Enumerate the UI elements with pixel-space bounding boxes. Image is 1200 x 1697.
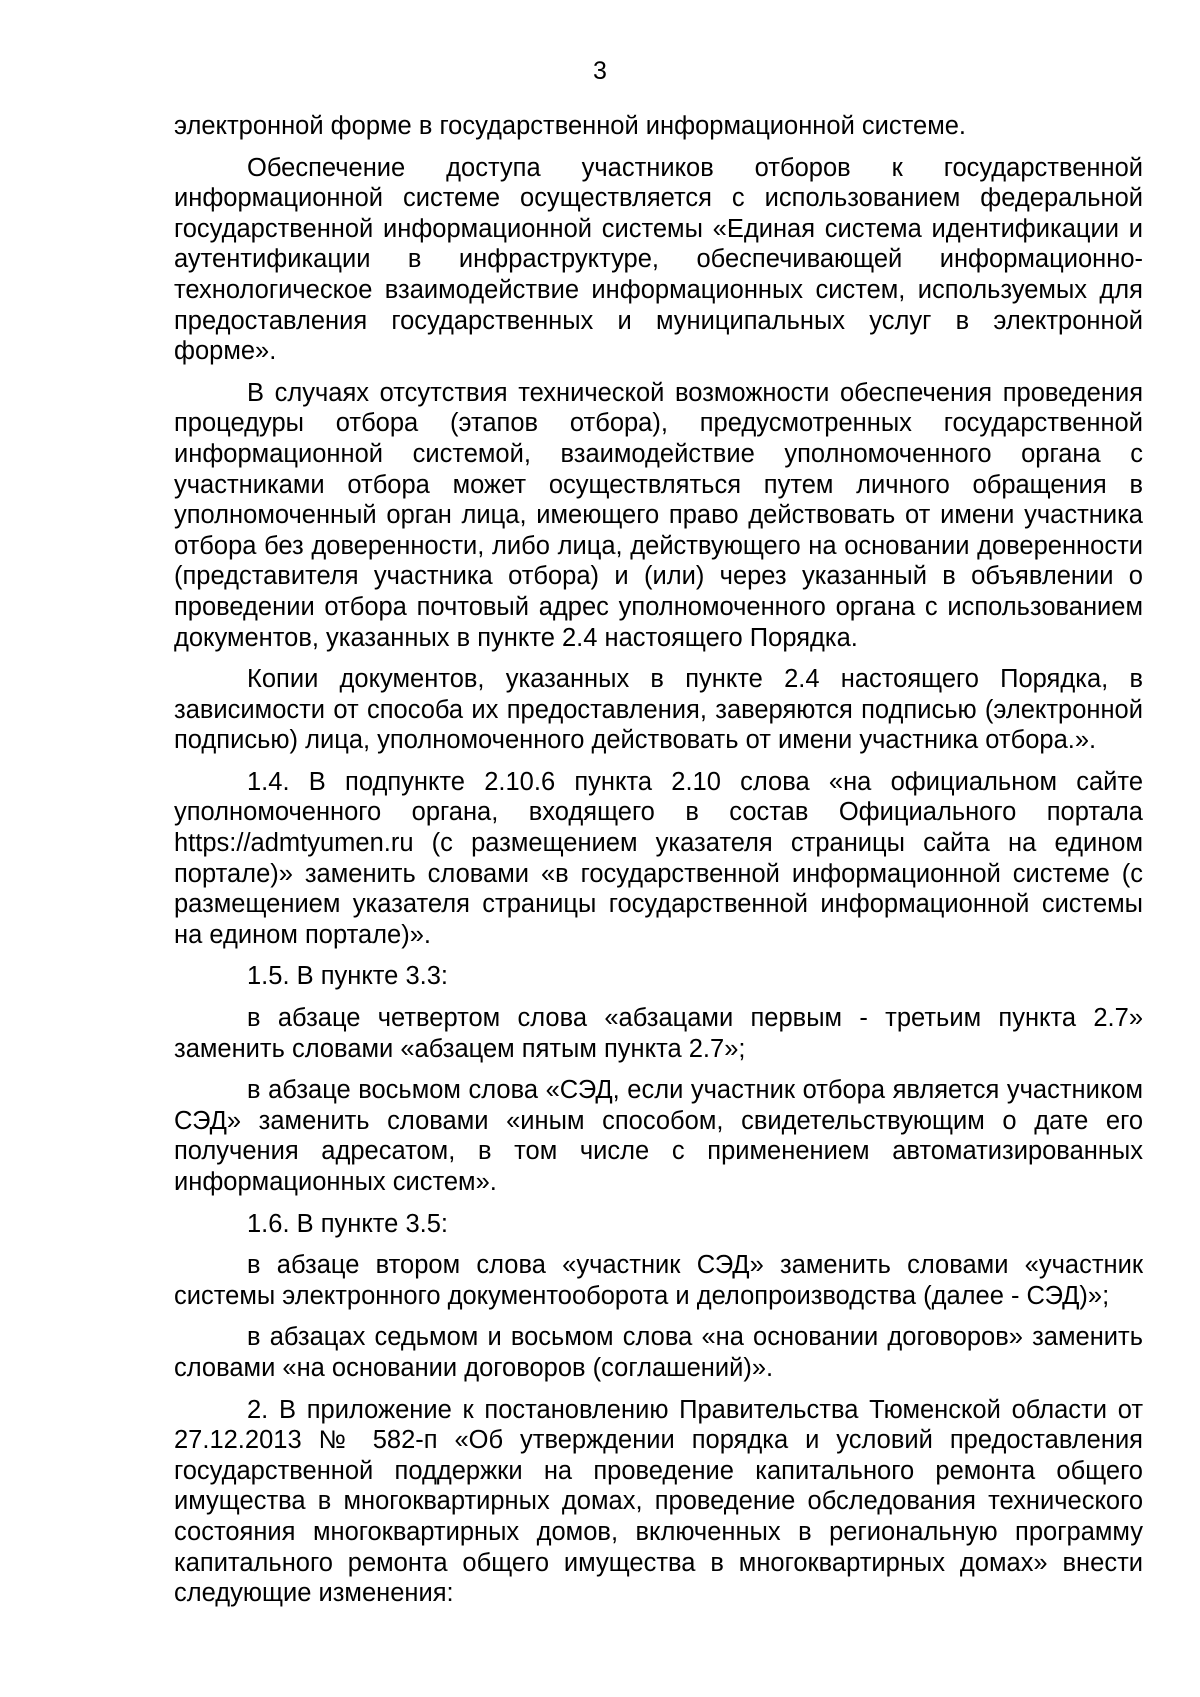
document-body [174,111,1143,1620]
paragraph-seventh-eighth-abzats: в абзацах седьмом и восьмом слова «на основании договоров» заменить словами «на основании договоров (соглашений)». [174,1323,1143,1382]
paragraph-fourth-abzats: в абзаце четвертом слова «абзацами первым - третьим пункта 2.7» заменить словами «абзацем пятым пункта 2.7»; [174,1004,1143,1063]
paragraph-item-1-6: 1.6. В пункте 3.5: [247,1209,448,1238]
paragraph-continuation: электронной форме в государственной информационной системе. [174,112,967,140]
paragraph-item-1-4: 1.4. В подпункте 2.10.6 пункта 2.10 слова «на официальном сайте уполномоченного органа, входящего в состав Официального портала https://admtyumen.ru (с размещением указателя страницы сайта на едином портале)» заменить словами «в государственной информационной системе (с размещением указателя страницы государственной информационной системы на едином портале)». [174,767,1143,949]
page-number: 3 [593,57,607,85]
paragraph-eighth-abzats: в абзаце восьмом слова «СЭД, если участник отбора является участником СЭД» заменить словами «иным способом, свидетельствующим о дате его получения адресатом, в том числе с применением автоматизированных информационных систем». [174,1076,1143,1196]
paragraph-no-technical-possibility: В случаях отсутствия технической возможности обеспечения проведения процедуры отбора (этапов отбора), предусмотренных государственной информационной системой, взаимодействие уполномоченного органа с участниками отбора может осуществляться путем личного обращения в уполномоченный орган лица, имеющего право действовать от имени участника отбора без доверенности, либо лица, действующего на основании доверенности (представителя участника отбора) и (или) через указанный в объявлении о проведении отбора почтовый адрес уполномоченного органа с использованием документов, указанных в пункте 2.4 настоящего Порядка. [174,378,1143,652]
paragraph-item-2: 2. В приложение к постановлению Правительства Тюменской области от 27.12.2013 № 582-п «Об утверждении порядка и условий предоставления государственной поддержки на проведение капитального ремонта общего имущества в многоквартирных домах, проведение обследования технического состояния многоквартирных домов, включенных в региональную программу капитального ремонта общего имущества в многоквартирных домах» внести следующие изменения: [174,1395,1143,1608]
paragraph-access: Обеспечение доступа участников отборов к государственной информационной системе осуществляется с использованием федеральной государственной информационной системы «Единая система идентификации и аутентификации в инфраструктуре, обеспечивающей информационно-технологическое взаимодействие информационных систем, используемых для предоставления государственных и муниципальных услуг в электронной форме». [174,153,1143,366]
paragraph-second-abzats: в абзаце втором слова «участник СЭД» заменить словами «участник системы электронного документооборота и делопроизводства (далее - СЭД)»; [174,1251,1143,1310]
paragraph-document-copies: Копии документов, указанных в пункте 2.4 настоящего Порядка, в зависимости от способа их предоставления, заверяются подписью (электронной подписью) лица, уполномоченного действовать от имени участника отбора.». [174,665,1143,755]
paragraph-item-1-5: 1.5. В пункте 3.3: [247,962,448,991]
